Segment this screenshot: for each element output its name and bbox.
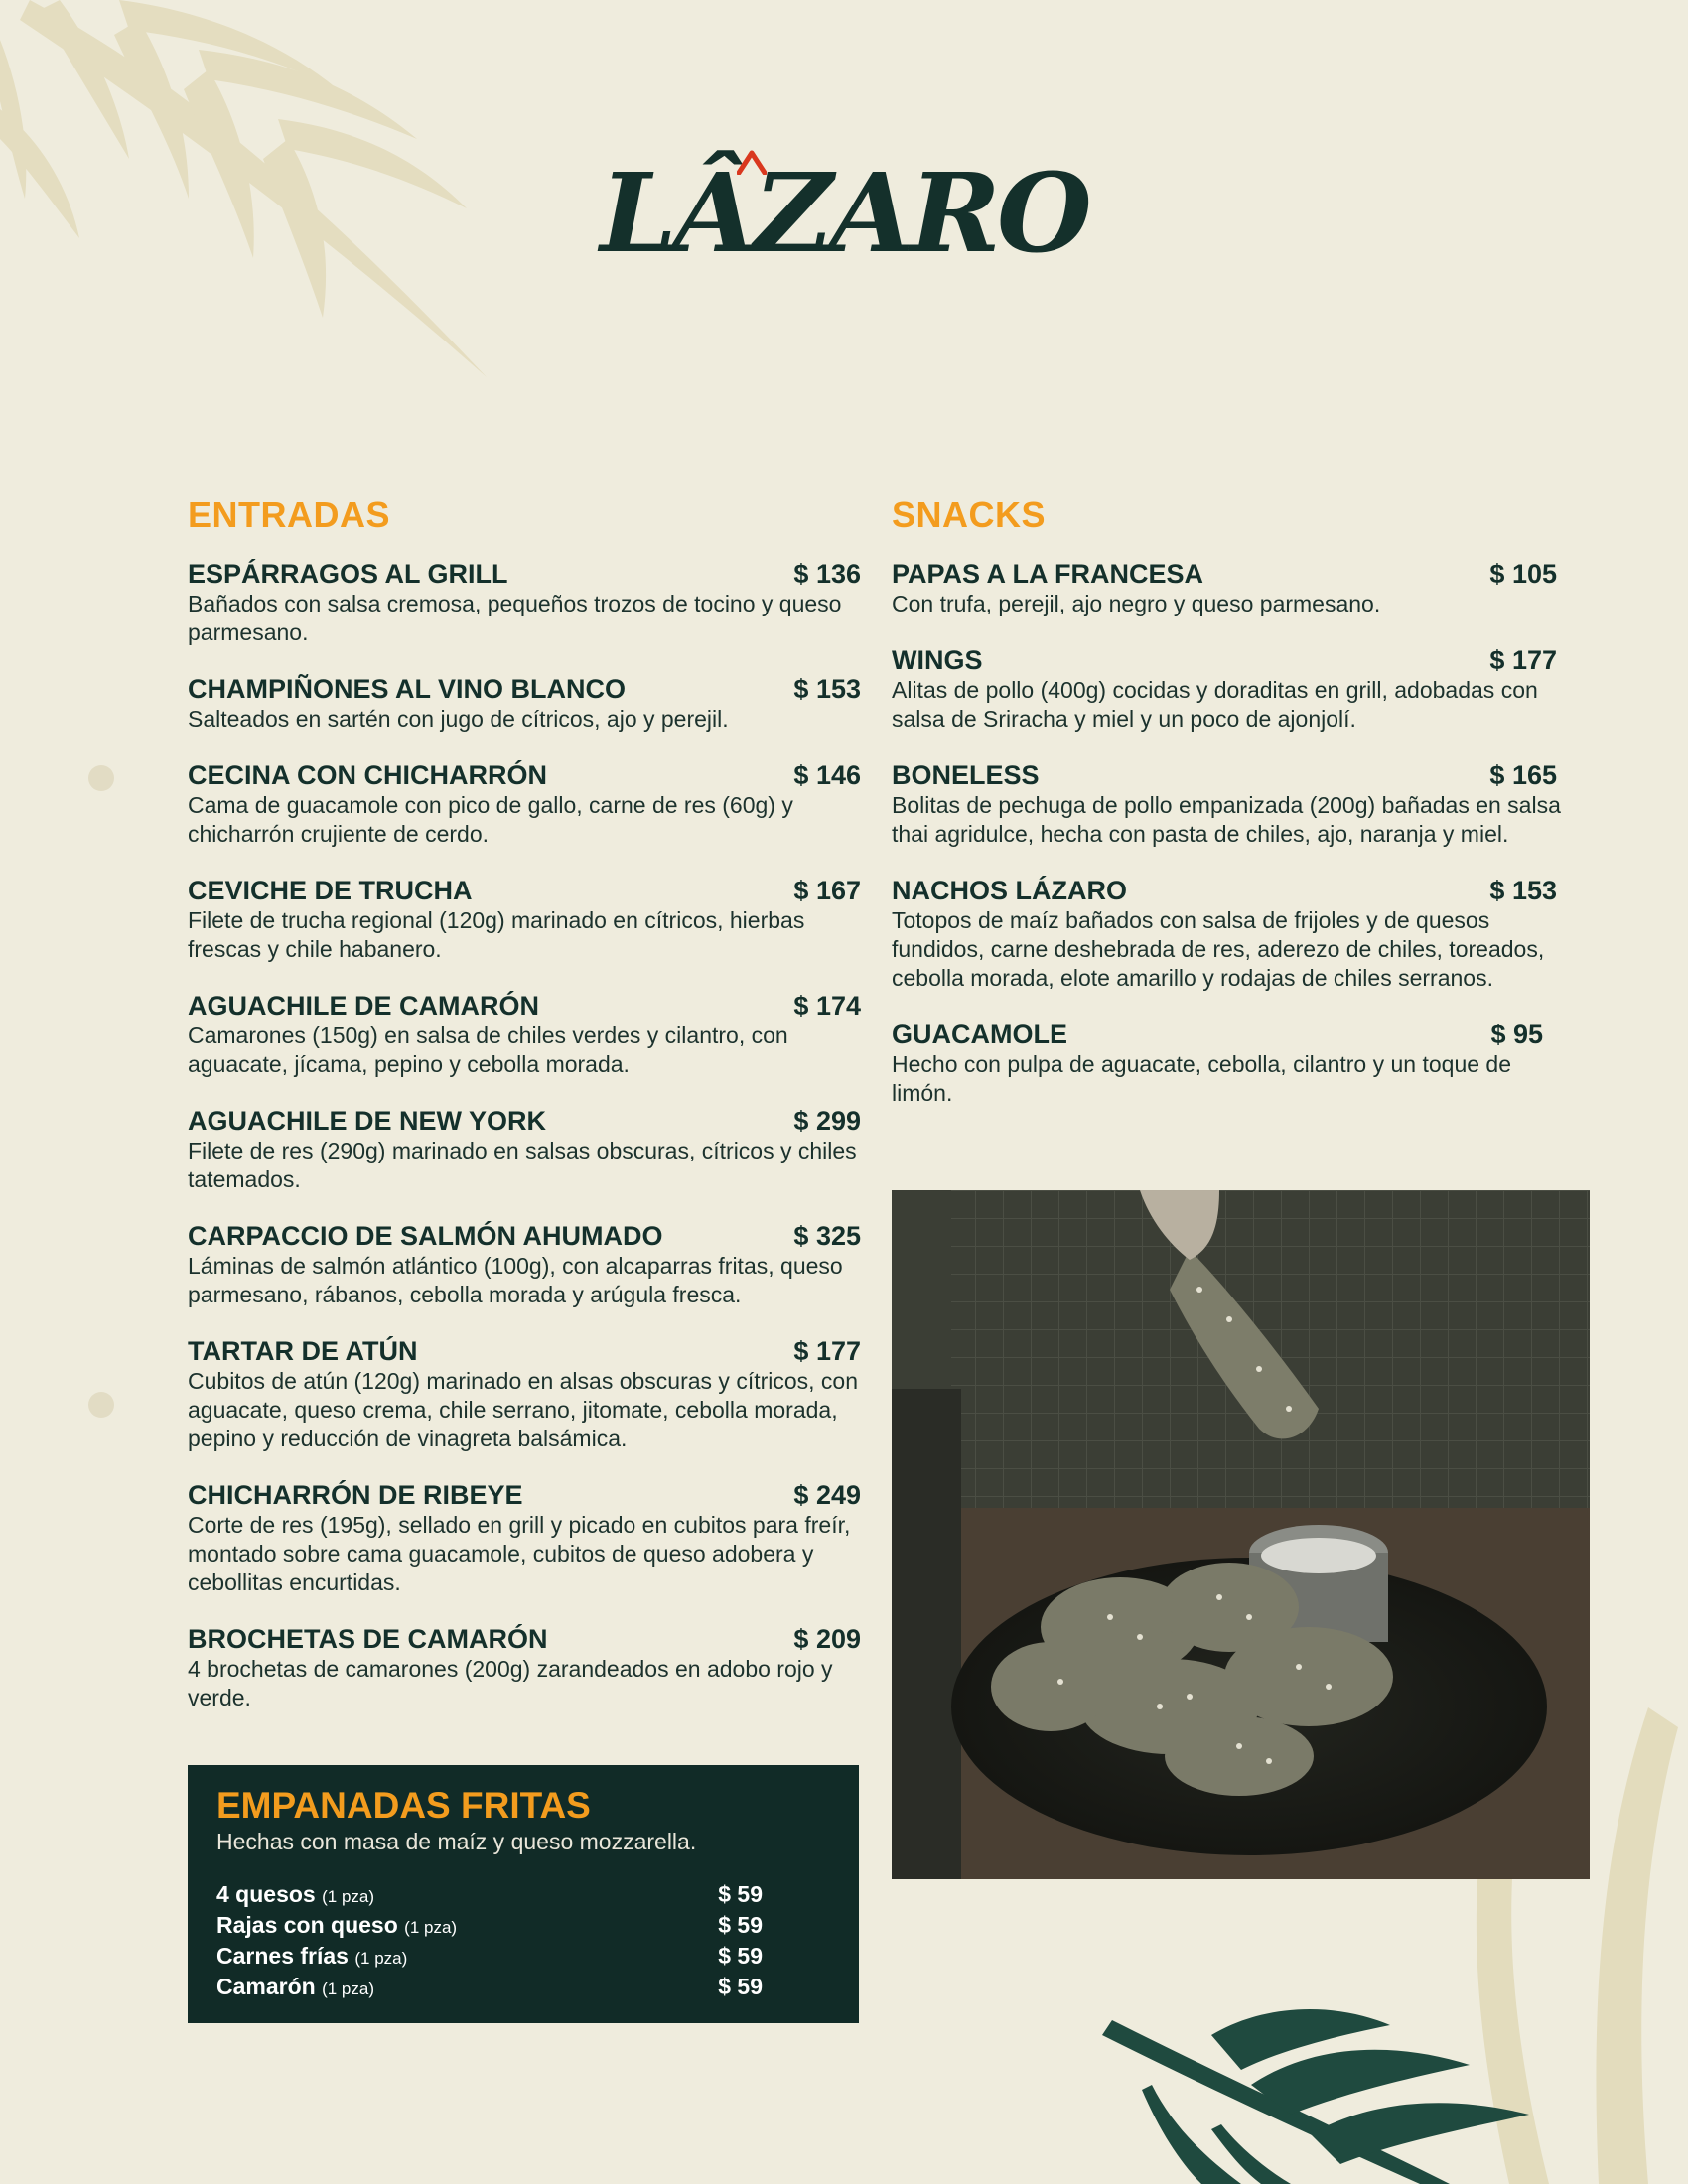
menu-item-price: $ 249 xyxy=(793,1480,861,1510)
menu-item-header xyxy=(188,1623,861,1655)
menu-item-header xyxy=(188,673,861,705)
empanada-price: $ 59 xyxy=(718,1974,763,1999)
menu-item-name: BONELESS xyxy=(892,760,1040,790)
menu-item-price: $ 165 xyxy=(1489,760,1557,790)
menu-item-description: Alitas de pollo (400g) cocidas y doraditas en grill, adobadas con salsa de Sriracha y miel y un poco de ajonjolí. xyxy=(892,677,1538,732)
menu-item xyxy=(188,990,861,1079)
empanada-price: $ 59 xyxy=(718,1912,763,1938)
menu-item-description: Camarones (150g) en salsa de chiles verdes y cilantro, con aguacate, jícama, pepino y cebolla morada. xyxy=(188,1023,788,1077)
menu-item-header xyxy=(188,1105,861,1137)
menu-item xyxy=(188,759,861,849)
menu-item-price: $ 167 xyxy=(793,876,861,905)
empanadas-box xyxy=(188,1765,859,2023)
menu-item-price: $ 209 xyxy=(793,1624,861,1654)
menu-item-description: Salteados en sartén con jugo de cítricos, ajo y perejil. xyxy=(188,706,729,732)
empanada-name: Camarón xyxy=(216,1974,316,1999)
menu-item-price: $ 174 xyxy=(793,991,861,1021)
menu-item-description: Cubitos de atún (120g) marinado en alsas obscuras y cítricos, con aguacate, queso crema, chile serrano, jitomate, cebolla morada, pepino y reducción de vinagreta balsámica. xyxy=(188,1368,859,1451)
menu-item-description: Hecho con pulpa de aguacate, cebolla, cilantro y un toque de limón. xyxy=(892,1051,1511,1106)
empanadas-title: EMPANADAS FRITAS xyxy=(216,1785,591,1826)
empanada-name: Rajas con queso xyxy=(216,1912,398,1938)
empanada-row xyxy=(216,1880,763,1911)
menu-item-description: Corte de res (195g), sellado en grill y picado en cubitos para freír, montado sobre cama guacamole, cubitos de queso adobera y cebollitas encurtidas. xyxy=(188,1512,851,1595)
menu-item-header xyxy=(188,1220,861,1252)
menu-item-header xyxy=(188,1479,861,1511)
menu-item-name: GUACAMOLE xyxy=(892,1020,1067,1049)
menu-item-name: AGUACHILE DE NEW YORK xyxy=(188,1106,547,1136)
menu-item-description: Totopos de maíz bañados con salsa de frijoles y de quesos fundidos, carne deshebrada de res, aderezo de chiles, toreados, cebolla morada, elote amarillo y rodajas de chiles serranos. xyxy=(892,907,1545,991)
empanada-label xyxy=(216,1880,374,1911)
menu-item-description: Filete de trucha regional (120g) marinado en cítricos, hierbas frescas y chile habanero. xyxy=(188,907,805,962)
menu-item-price: $ 325 xyxy=(793,1221,861,1251)
menu-item-price: $ 177 xyxy=(793,1336,861,1366)
menu-item-description: Bañados con salsa cremosa, pequeños trozos de tocino y queso parmesano. xyxy=(188,591,842,645)
menu-item-header xyxy=(188,558,861,590)
menu-item-name: CECINA CON CHICHARRÓN xyxy=(188,760,547,790)
menu-item-name: CARPACCIO DE SALMÓN AHUMADO xyxy=(188,1221,663,1251)
menu-item-price: $ 95 xyxy=(1490,1020,1543,1049)
menu-item-price: $ 153 xyxy=(793,674,861,704)
decorative-dot xyxy=(88,1392,114,1418)
empanada-price: $ 59 xyxy=(718,1881,763,1907)
empanada-price: $ 59 xyxy=(718,1943,763,1969)
menu-item-description: Bolitas de pechuga de pollo empanizada (200g) bañadas en salsa thai agridulce, hecha con pasta de chiles, ajo, naranja y miel. xyxy=(892,792,1561,847)
wings-photo xyxy=(892,1190,1590,1879)
menu-item-name: CHAMPIÑONES AL VINO BLANCO xyxy=(188,674,627,704)
empanada-unit: (1 pza) xyxy=(354,1949,408,1968)
entradas-title: ENTRADAS xyxy=(188,494,391,535)
menu-item-header xyxy=(188,759,861,791)
wings-photo-illustration xyxy=(892,1190,1590,1879)
menu-item-name: CEVICHE DE TRUCHA xyxy=(188,876,473,905)
menu-item-header xyxy=(892,558,1557,590)
empanada-name: 4 quesos xyxy=(216,1881,316,1907)
menu-item-name: TARTAR DE ATÚN xyxy=(188,1336,418,1366)
menu-item-description: Filete de res (290g) marinado en salsas obscuras, cítricos y chiles tatemados. xyxy=(188,1138,857,1192)
menu-item-description: Láminas de salmón atlántico (100g), con alcaparras fritas, queso parmesano, rábanos, cebolla morada y arúgula fresca. xyxy=(188,1253,843,1307)
empanada-row xyxy=(216,1942,763,1973)
menu-item xyxy=(188,875,861,964)
empanada-unit: (1 pza) xyxy=(322,1887,375,1906)
menu-item-description: Cama de guacamole con pico de gallo, carne de res (60g) y chicharrón crujiente de cerdo. xyxy=(188,792,793,847)
menu-item-description: 4 brochetas de camarones (200g) zarandeados en adobo rojo y verde. xyxy=(188,1656,833,1710)
empanada-name: Carnes frías xyxy=(216,1943,349,1969)
menu-item-name: CHICHARRÓN DE RIBEYE xyxy=(188,1480,523,1510)
menu-item-description: Con trufa, perejil, ajo negro y queso parmesano. xyxy=(892,591,1381,616)
menu-item-header xyxy=(892,644,1557,676)
menu-item-header xyxy=(188,1335,861,1367)
empanadas-subtitle: Hechas con masa de maíz y queso mozzarella. xyxy=(216,1829,697,1854)
menu-item-price: $ 146 xyxy=(793,760,861,790)
menu-item xyxy=(892,759,1567,849)
menu-item-header xyxy=(892,875,1557,906)
menu-item-price: $ 136 xyxy=(793,559,861,589)
menu-item-name: ESPÁRRAGOS AL GRILL xyxy=(188,559,508,589)
menu-item-name: WINGS xyxy=(892,645,983,675)
empanada-unit: (1 pza) xyxy=(404,1918,458,1937)
menu-item-header xyxy=(892,759,1557,791)
menu-item xyxy=(188,1479,861,1597)
menu-item xyxy=(188,558,861,647)
menu-item xyxy=(188,1220,861,1309)
empanada-row xyxy=(216,1911,763,1942)
menu-item-price: $ 177 xyxy=(1489,645,1557,675)
menu-item-price: $ 105 xyxy=(1489,559,1557,589)
menu-item xyxy=(188,1623,861,1712)
logo-hat-icon xyxy=(737,149,767,175)
menu-item-name: NACHOS LÁZARO xyxy=(892,876,1127,905)
decorative-dot xyxy=(88,765,114,791)
snacks-section xyxy=(892,494,1567,1134)
menu-item-name: BROCHETAS DE CAMARÓN xyxy=(188,1624,548,1654)
empanada-row xyxy=(216,1973,763,2003)
menu-item-header xyxy=(892,1019,1557,1050)
menu-item xyxy=(188,1105,861,1194)
menu-item-name: AGUACHILE DE CAMARÓN xyxy=(188,991,539,1021)
menu-item-price: $ 299 xyxy=(793,1106,861,1136)
menu-item-price: $ 153 xyxy=(1489,876,1557,905)
menu-item-header xyxy=(188,990,861,1022)
menu-item xyxy=(188,1335,861,1453)
empanada-label xyxy=(216,1942,407,1973)
menu-item xyxy=(892,875,1567,993)
menu-item xyxy=(892,644,1567,734)
menu-item xyxy=(892,558,1567,618)
entradas-section xyxy=(188,494,861,1738)
empanada-unit: (1 pza) xyxy=(322,1979,375,1998)
menu-item-header xyxy=(188,875,861,906)
snacks-title: SNACKS xyxy=(892,494,1047,535)
empanada-label xyxy=(216,1911,457,1942)
menu-item-name: PAPAS A LA FRANCESA xyxy=(892,559,1204,589)
menu-item xyxy=(892,1019,1567,1108)
menu-item xyxy=(188,673,861,734)
empanada-label xyxy=(216,1973,374,2003)
brand-logo: LÂZARO xyxy=(600,149,1088,277)
